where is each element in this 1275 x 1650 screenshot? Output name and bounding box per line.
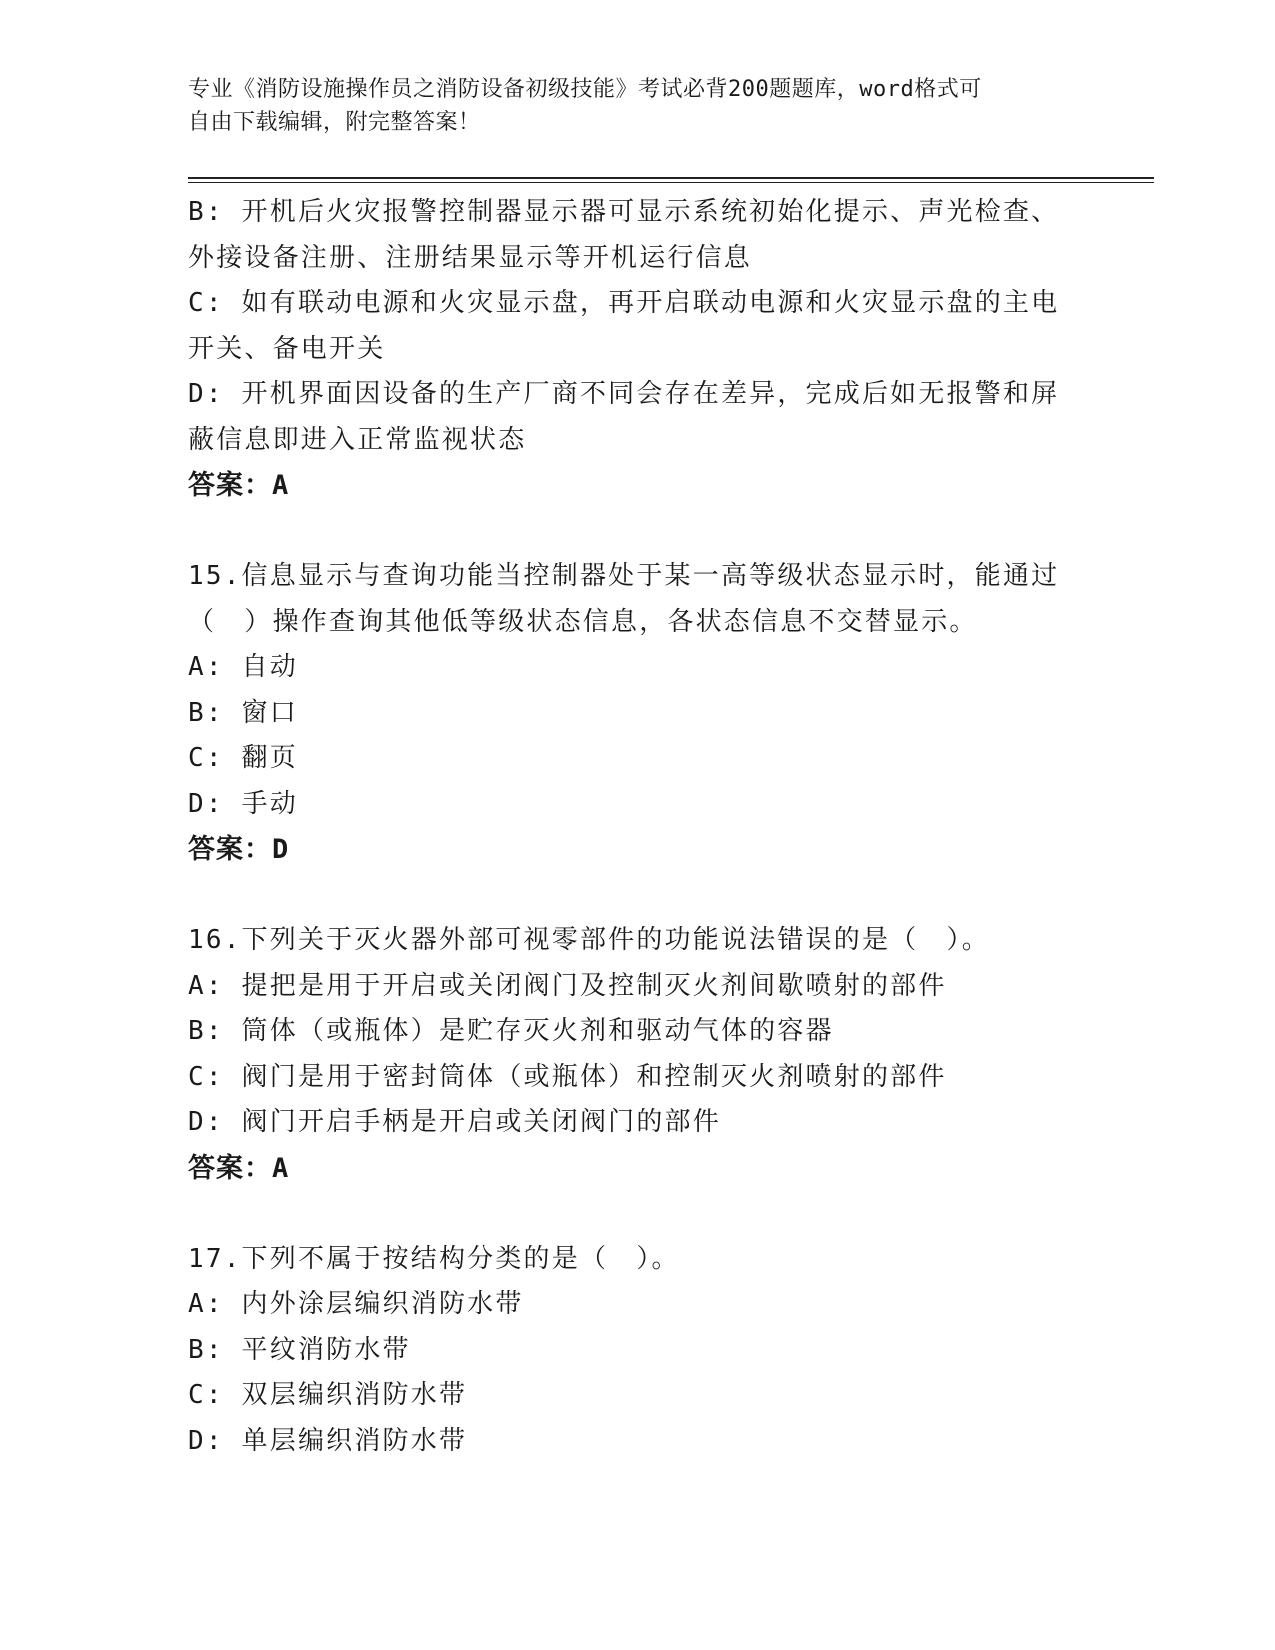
- option-d-line-1: D: 开机界面因设备的生产厂商不同会存在差异，完成后如无报警和屏: [188, 379, 1060, 409]
- spacer: [188, 509, 1088, 555]
- spacer: [188, 873, 1088, 919]
- answer-line: 答案：A: [188, 470, 290, 501]
- question-16: [188, 918, 1088, 1191]
- header-divider-thin: [188, 182, 1154, 183]
- prev-question: [188, 190, 1088, 509]
- option-d: D: 单层编织消防水带: [188, 1425, 468, 1456]
- question-content: [188, 190, 1088, 1464]
- option-b: B: 窗口: [188, 697, 298, 728]
- option-b-line-2: 外接设备注册、注册结果显示等开机运行信息: [188, 242, 753, 273]
- option-d: D: 手动: [188, 788, 298, 819]
- answer-line: 答案：A: [188, 1152, 290, 1184]
- option-c: C: 阀门是用于密封筒体（或瓶体）和控制灭火剂喷射的部件: [188, 1061, 947, 1092]
- option-b-line-1: B: 开机后火灾报警控制器显示器可显示系统初始化提示、声光检查、: [188, 197, 1060, 227]
- question-stem: 16.下列关于灭火器外部可视零部件的功能说法错误的是（ ）。: [188, 925, 990, 955]
- option-b: B: 筒体（或瓶体）是贮存灭火剂和驱动气体的容器: [188, 1016, 834, 1046]
- option-d: D: 阀门开启手柄是开启或关闭阀门的部件: [188, 1107, 721, 1137]
- option-a: A: 自动: [188, 652, 298, 682]
- question-stem-line-1: 15.信息显示与查询功能当控制器处于某一高等级状态显示时，能通过: [188, 561, 1060, 591]
- header-line-2: 自由下载编辑，附完整答案！: [188, 110, 481, 135]
- option-c-line-1: C: 如有联动电源和火灾显示盘，再开启联动电源和火灾显示盘的主电: [188, 288, 1060, 318]
- question-stem: 17.下列不属于按结构分类的是（ ）。: [188, 1243, 680, 1274]
- question-stem-line-2: （ ）操作查询其他低等级状态信息，各状态信息不交替显示。: [188, 606, 978, 637]
- header-line-1: 专业《消防设施操作员之消防设备初级技能》考试必背200题题库，word格式可: [188, 77, 982, 102]
- option-a: A: 内外涂层编织消防水带: [188, 1289, 524, 1319]
- question-15: [188, 554, 1088, 873]
- option-c: C: 双层编织消防水带: [188, 1380, 468, 1410]
- page-header: [188, 73, 1068, 139]
- option-c-line-2: 开关、备电开关: [188, 333, 386, 364]
- option-d-line-2: 蔽信息即进入正常监视状态: [188, 424, 527, 455]
- spacer: [188, 1191, 1088, 1237]
- option-a: A: 提把是用于开启或关闭阀门及控制灭火剂间歇喷射的部件: [188, 970, 947, 1001]
- answer-line: 答案：D: [188, 834, 290, 865]
- question-17: [188, 1237, 1088, 1465]
- option-b: B: 平纹消防水带: [188, 1334, 411, 1365]
- header-divider: [188, 177, 1154, 179]
- option-c: C: 翻页: [188, 743, 298, 773]
